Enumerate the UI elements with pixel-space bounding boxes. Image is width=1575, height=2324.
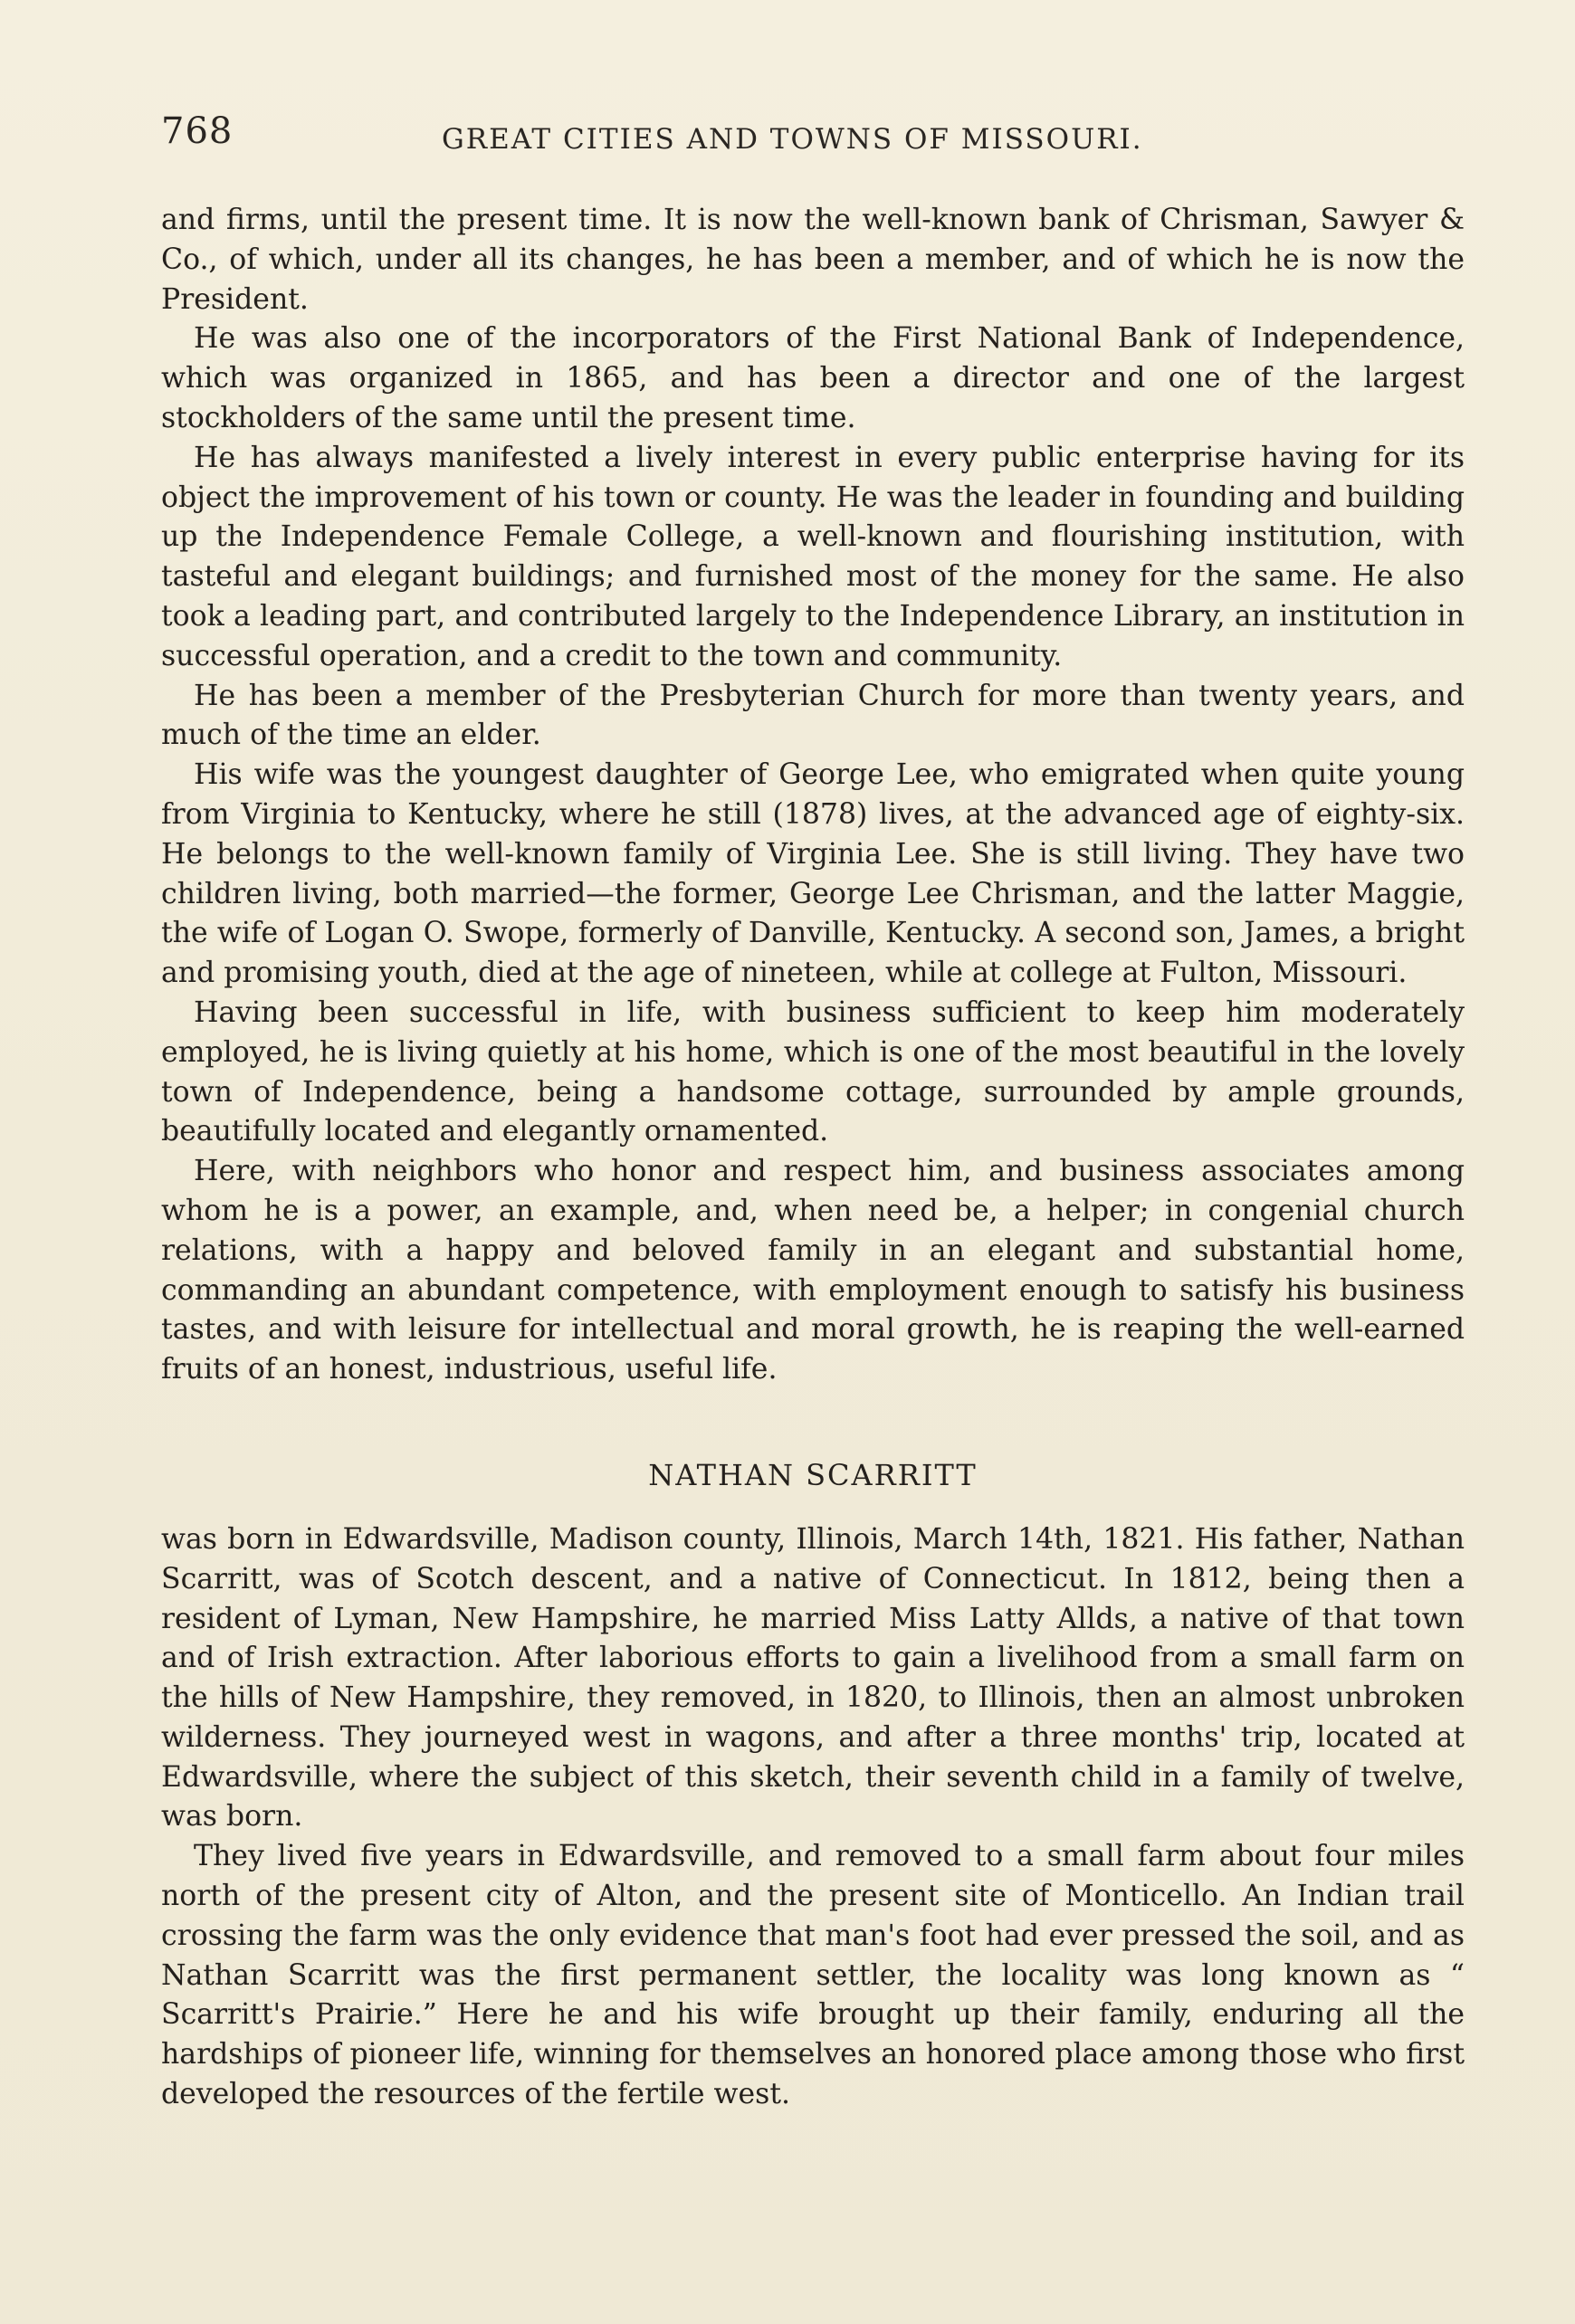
paragraph: They lived five years in Edwardsville, and removed to a small farm about four miles north of the present city of Alton, and the present site of Monticello. An Indian trail crossing the farm was the only evidence that man's foot had ever pressed the soil, and as Nathan Scarritt was the first permanent settler, the locality was long known as “ Scarritt's Prairie.” Here he and his wife brought up their family, enduring all the hardships of pioneer life, winning for themselves an honored place among those who first developed the resources of the fertile west. <box>161 1840 1465 2111</box>
paragraph: He was also one of the incorporators of the First National Bank of Independence, which was organized in 1865, and has been a director and one of the largest stockholders of the same until the present time. <box>161 322 1465 434</box>
paragraph: His wife was the youngest daughter of George Lee, who emigrated when quite young from Virginia to Kentucky, where he still (1878) lives, at the advanced age of eighty-six. He belongs to the well-known family of Virginia Lee. She is still living. They have two children living, both married—the former, George Lee Chrisman, and the latter Maggie, the wife of Logan O. Swope, formerly of Danville, Kentucky. A second son, James, a bright and promising youth, died at the age of nineteen, while at college at Fulton, Missouri. <box>161 758 1465 990</box>
paragraph: and firms, until the present time. It is now the well-known bank of Chrisman, Sawyer & Co., of which, under all its changes, he has been a member, and of which he is now the President. <box>161 204 1465 316</box>
section-heading: NATHAN SCARRITT <box>648 1457 978 1492</box>
paragraph: Here, with neighbors who honor and respect him, and business associates among whom he is a power, an example, and, when need be, a helper; in congenial church relations, with a happy and beloved family in an elegant and substantial home, commanding an abundant competence, with employment enough to satisfy his business tastes, and with leisure for intellectual and moral growth, he is reaping the well-earned fruits of an honest, industrious, useful life. <box>161 1155 1465 1386</box>
paragraph: was born in Edwardsville, Madison county, Illinois, March 14th, 1821. His father, Nathan Scarritt, was of Scotch descent, and a native of Connecticut. In 1812, being then a resident of Lyman, New Hampshire, he married Miss Latty Allds, a native of that town and of Irish extraction. After laborious efforts to gain a livelihood from a small farm on the hills of New Hampshire, they removed, in 1820, to Illinois, then an almost unbroken wilderness. They journeyed west in wagons, and after a three months' trip, located at Edwardsville, where the subject of this sketch, their seventh child in a family of twelve, was born. <box>161 1522 1465 1833</box>
running-title: GREAT CITIES AND TOWNS OF MISSOURI. <box>442 123 1143 156</box>
paragraph: Having been successful in life, with business sufficient to keep him moderately employed, he is living quietly at his home, which is one of the most beautiful in the lovely town of Independence, being a handsome cottage, surrounded by ample grounds, beautifully located and elegantly ornamented. <box>161 995 1465 1148</box>
running-head <box>161 110 1465 165</box>
page-number: 768 <box>161 110 234 152</box>
paragraph: He has always manifested a lively interest in every public enterprise having for its object the improvement of his town or county. He was the leader in founding and building up the Independence Female College, a well-known and flourishing institution, with tasteful and elegant buildings; and furnished most of the money for the same. He also took a leading part, and contributed largely to the Independence Library, an institution in successful operation, and a credit to the town and community. <box>161 441 1465 672</box>
paragraph: He has been a member of the Presbyterian Church for more than twenty years, and much of the time an elder. <box>161 679 1465 752</box>
body-text <box>161 201 1465 2115</box>
